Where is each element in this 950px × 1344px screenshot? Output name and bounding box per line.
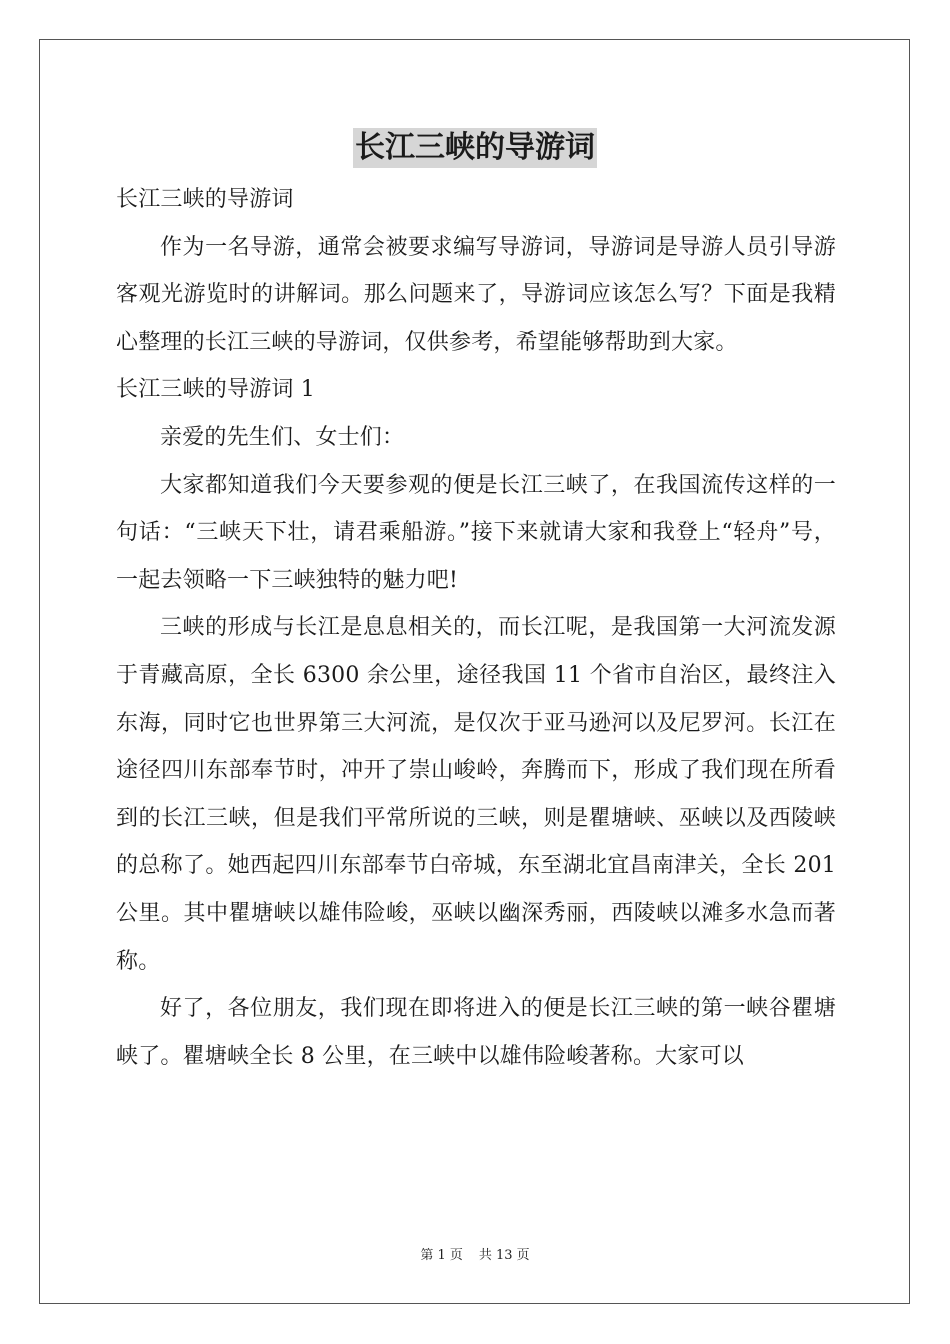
greeting-paragraph: 亲爱的先生们、女士们： [160, 424, 405, 450]
body-paragraph: 三峡的形成与长江是息息相关的，而长江呢，是我国第一大河流发源于青藏高原，全长 6300 余公里，途径我国 11 个省市自治区，最终注入东海，同时它也世界第三大河流，是仅次于亚马逊河以及尼罗河。长江在途径四川东部奉节时，冲开了崇山峻岭，奔腾而下，形成了我们现在所看到的长江三峡，但是我们平常所说的三峡，则是瞿塘峡、巫峡以及西陵峡的总称了。她西起四川东部奉节白帝城，东至湖北宜昌南津关，全长 201 公里。其中瞿塘峡以雄伟险峻，巫峡以幽深秀丽，西陵峡以滩多水急而著称。 [116, 615, 836, 974]
page-footer [0, 1247, 950, 1265]
title-container [0, 128, 950, 168]
document-title: 长江三峡的导游词 [353, 128, 597, 168]
body-paragraph: 好了，各位朋友，我们现在即将进入的便是长江三峡的第一峡谷瞿塘峡了。瞿塘峡全长 8 公里，在三峡中以雄伟险峻著称。大家可以 [116, 996, 836, 1069]
section-heading: 长江三峡的导游词 [116, 187, 294, 212]
body-paragraph: 大家都知道我们今天要参观的便是长江三峡了，在我国流传这样的一句话：“三峡天下壮，请君乘船游。”接下来就请大家和我登上“轻舟”号，一起去领略一下三峡独特的魅力吧! [116, 472, 836, 593]
section-heading-1: 长江三峡的导游词 1 [116, 377, 315, 403]
intro-paragraph: 作为一名导游，通常会被要求编写导游词，导游词是导游人员引导游客观光游览时的讲解词。那么问题来了，导游词应该怎么写？下面是我精心整理的长江三峡的导游词，仅供参考，希望能够帮助到大家。 [116, 234, 836, 355]
page-number: 第 1 页 [420, 1248, 463, 1263]
page-total: 共 13 页 [478, 1248, 530, 1263]
document-body [116, 176, 836, 1080]
